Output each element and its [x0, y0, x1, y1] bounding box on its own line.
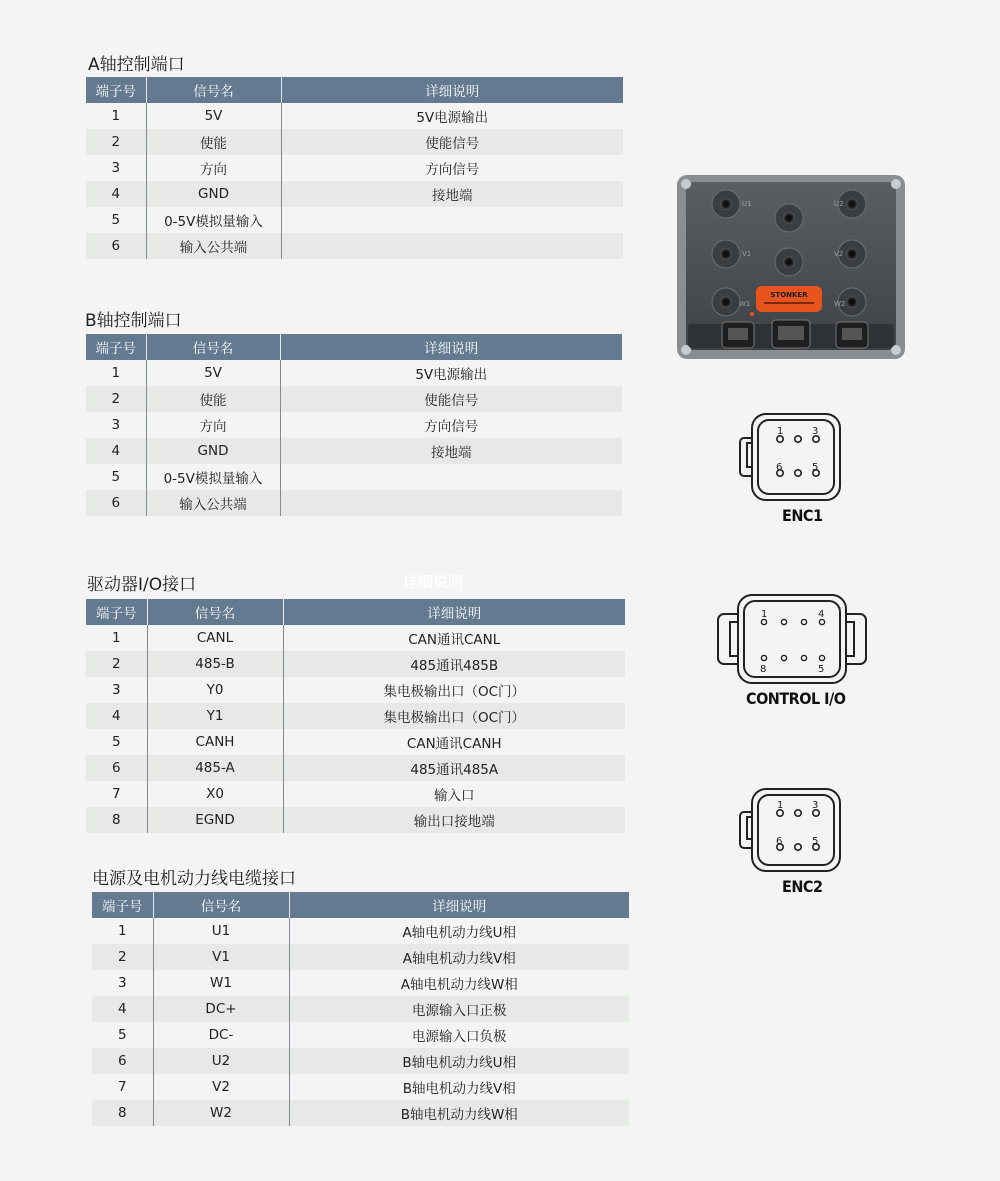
port-label-u1: U1	[742, 200, 752, 208]
io-interface-table	[86, 599, 625, 833]
enc1-pin-1: 1	[777, 426, 784, 437]
faint-heading-text: 详细说明	[403, 573, 464, 591]
enc2-connector-diagram	[738, 786, 848, 876]
signal-name-cell: 5V	[146, 360, 280, 386]
terminal-number-cell: 2	[86, 386, 146, 412]
enc1-pin-3: 3	[812, 426, 819, 437]
table-row	[86, 233, 623, 259]
table-row	[86, 807, 625, 833]
description-cell	[281, 207, 623, 233]
table-header-row	[86, 77, 623, 103]
table-row	[86, 651, 625, 677]
enc2-label: ENC2	[782, 877, 823, 896]
table-row	[86, 155, 623, 181]
enc2-pin-1: 1	[777, 800, 784, 811]
enc2-pin-5: 5	[812, 836, 819, 847]
table-row	[86, 129, 623, 155]
terminal-number-cell: 8	[92, 1100, 153, 1126]
column-header: 端子号	[92, 892, 153, 918]
column-header: 详细说明	[281, 77, 623, 103]
terminal-number-cell: 6	[86, 755, 147, 781]
table-row	[92, 996, 629, 1022]
signal-name-cell: CANH	[147, 729, 283, 755]
table-row	[92, 944, 629, 970]
description-cell: A轴电机动力线U相	[289, 918, 629, 944]
table-row	[86, 412, 622, 438]
column-header: 详细说明	[289, 892, 629, 918]
description-cell: 输出口接地端	[283, 807, 625, 833]
port-label-w2: W2	[834, 300, 846, 308]
signal-name-cell: X0	[147, 781, 283, 807]
description-cell: B轴电机动力线U相	[289, 1048, 629, 1074]
signal-name-cell: 485-A	[147, 755, 283, 781]
column-header: 详细说明	[280, 334, 622, 360]
terminal-number-cell: 5	[111, 212, 121, 228]
terminal-number-cell: 5	[111, 469, 121, 485]
signal-name-cell: 方向	[146, 412, 280, 438]
terminal-number-cell: 1	[111, 108, 121, 124]
terminal-number-cell: 6	[86, 490, 146, 516]
signal-name-cell: GND	[146, 181, 281, 207]
table-row	[86, 464, 622, 490]
enc1-label: ENC1	[782, 506, 823, 525]
description-cell: 方向信号	[280, 412, 622, 438]
table-row	[92, 1022, 629, 1048]
table-row	[86, 181, 623, 207]
terminal-number-cell: 3	[111, 160, 121, 176]
section-title-io: 驱动器I/O接口	[87, 575, 197, 595]
enc2-pin-3: 3	[812, 800, 819, 811]
description-cell: 电源输入口负极	[289, 1022, 629, 1048]
description-cell: 方向信号	[281, 155, 623, 181]
column-header: 端子号	[86, 77, 146, 103]
signal-name-cell: DC-	[153, 1022, 289, 1048]
signal-name-cell: V2	[153, 1074, 289, 1100]
column-header: 信号名	[153, 892, 289, 918]
terminal-number-cell: 6	[92, 1048, 153, 1074]
terminal-number-cell: 4	[92, 996, 153, 1022]
signal-name-cell: U1	[153, 918, 289, 944]
description-cell: 集电极输出口（OC门）	[283, 703, 625, 729]
terminal-number-cell: 3	[117, 975, 127, 991]
column-header: 详细说明	[283, 599, 625, 625]
table-row	[86, 386, 622, 412]
terminal-number-cell: 1	[117, 923, 127, 939]
table-row	[86, 625, 625, 651]
signal-name-cell: CANL	[147, 625, 283, 651]
description-cell: B轴电机动力线V相	[289, 1074, 629, 1100]
description-cell: A轴电机动力线V相	[289, 944, 629, 970]
section-title-a-axis: A轴控制端口	[88, 55, 185, 75]
terminal-number-cell: 1	[111, 630, 121, 646]
control-pin-5: 5	[818, 664, 825, 675]
table-header-row	[86, 334, 622, 360]
signal-name-cell: V1	[153, 944, 289, 970]
description-cell	[281, 233, 623, 259]
enc2-pin-6: 6	[776, 836, 783, 847]
table-header-row	[92, 892, 629, 918]
control-pin-4: 4	[818, 609, 825, 620]
enc1-connector-diagram	[738, 410, 848, 506]
description-cell: 485通讯485A	[283, 755, 625, 781]
port-label-w1: W1	[739, 300, 751, 308]
signal-name-cell: W2	[153, 1100, 289, 1126]
table-row	[86, 703, 625, 729]
terminal-number-cell: 7	[111, 786, 121, 802]
table-row	[86, 729, 625, 755]
control-io-label: CONTROL I/O	[746, 689, 846, 708]
description-cell: 接地端	[281, 181, 623, 207]
terminal-number-cell: 2	[86, 129, 146, 155]
terminal-number-cell: 4	[86, 181, 146, 207]
signal-name-cell: W1	[153, 970, 289, 996]
terminal-number-cell: 7	[117, 1079, 127, 1095]
description-cell: CAN通讯CANH	[283, 729, 625, 755]
brand-plate	[756, 286, 822, 312]
description-cell: B轴电机动力线W相	[289, 1100, 629, 1126]
table-row	[86, 360, 622, 386]
signal-name-cell: Y1	[147, 703, 283, 729]
signal-name-cell: 485-B	[147, 651, 283, 677]
signal-name-cell: 0-5V模拟量输入	[146, 464, 280, 490]
terminal-number-cell: 3	[111, 417, 121, 433]
terminal-number-cell: 2	[92, 944, 153, 970]
control-pin-8: 8	[760, 664, 767, 675]
description-cell: 485通讯485B	[283, 651, 625, 677]
brand-logo: STONKER	[770, 291, 808, 299]
column-header: 信号名	[146, 77, 281, 103]
terminal-number-cell: 5	[111, 734, 121, 750]
description-cell: 集电极输出口（OC门）	[283, 677, 625, 703]
description-cell	[280, 490, 622, 516]
a-axis-control-table	[86, 77, 623, 259]
signal-name-cell: Y0	[147, 677, 283, 703]
port-label-u2: U2	[834, 200, 844, 208]
terminal-number-cell: 4	[86, 438, 146, 464]
table-row	[86, 103, 623, 129]
control-pin-1: 1	[761, 609, 768, 620]
enc1-pin-5: 5	[812, 462, 819, 473]
table-row	[92, 1074, 629, 1100]
port-label-v1: V1	[742, 250, 752, 258]
column-header: 端子号	[86, 599, 147, 625]
table-header-row	[86, 599, 625, 625]
column-header: 信号名	[147, 599, 283, 625]
signal-name-cell: U2	[153, 1048, 289, 1074]
terminal-number-cell: 1	[111, 365, 121, 381]
signal-name-cell: 使能	[146, 386, 280, 412]
description-cell: 5V电源输出	[281, 103, 623, 129]
signal-name-cell: 0-5V模拟量输入	[146, 207, 281, 233]
description-cell: 接地端	[280, 438, 622, 464]
section-title-b-axis: B轴控制端口	[85, 311, 182, 331]
terminal-number-cell: 4	[86, 703, 147, 729]
terminal-number-cell: 6	[86, 233, 146, 259]
power-motor-cable-table	[92, 892, 629, 1126]
signal-name-cell: EGND	[147, 807, 283, 833]
terminal-number-cell: 3	[111, 682, 121, 698]
b-axis-control-table	[86, 334, 622, 516]
signal-name-cell: DC+	[153, 996, 289, 1022]
signal-name-cell: 方向	[146, 155, 281, 181]
control-io-connector-diagram	[714, 592, 870, 688]
section-title-power: 电源及电机动力线电缆接口	[92, 869, 296, 889]
table-row	[92, 1100, 629, 1126]
description-cell: 使能信号	[280, 386, 622, 412]
terminal-number-cell: 2	[86, 651, 147, 677]
table-row	[92, 918, 629, 944]
description-cell: 输入口	[283, 781, 625, 807]
table-row	[86, 781, 625, 807]
table-row	[86, 755, 625, 781]
signal-name-cell: 输入公共端	[146, 233, 281, 259]
description-cell	[280, 464, 622, 490]
terminal-number-cell: 8	[86, 807, 147, 833]
port-label-v2: V2	[834, 250, 844, 258]
enc1-pin-6: 6	[776, 462, 783, 473]
column-header: 端子号	[86, 334, 146, 360]
driver-device-image	[676, 174, 906, 360]
terminal-number-cell: 5	[117, 1027, 127, 1043]
signal-name-cell: GND	[146, 438, 280, 464]
signal-name-cell: 输入公共端	[146, 490, 280, 516]
table-row	[86, 677, 625, 703]
column-header: 信号名	[146, 334, 280, 360]
table-row	[86, 207, 623, 233]
description-cell: 5V电源输出	[280, 360, 622, 386]
description-cell: A轴电机动力线W相	[289, 970, 629, 996]
table-row	[92, 970, 629, 996]
table-row	[92, 1048, 629, 1074]
signal-name-cell: 使能	[146, 129, 281, 155]
description-cell: CAN通讯CANL	[283, 625, 625, 651]
signal-name-cell: 5V	[146, 103, 281, 129]
description-cell: 使能信号	[281, 129, 623, 155]
table-row	[86, 490, 622, 516]
table-row	[86, 438, 622, 464]
description-cell: 电源输入口正极	[289, 996, 629, 1022]
